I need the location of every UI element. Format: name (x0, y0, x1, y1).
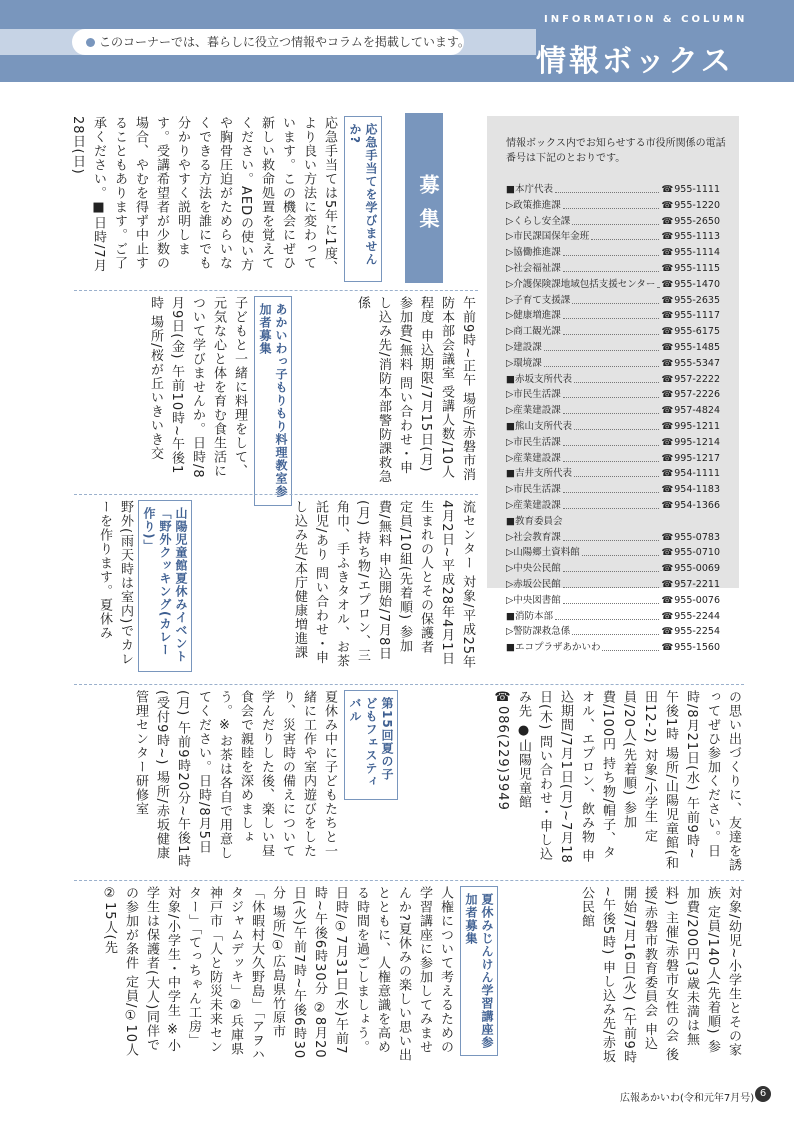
phone-entry-number: ☎ 955-1470 (661, 278, 720, 292)
phone-entry-name: ■熊山支所代表 (506, 421, 572, 432)
phone-entry (506, 467, 720, 481)
leader-dots (563, 499, 660, 509)
phone-entry (506, 341, 720, 355)
cooking-class-details: 流センター 対象/平成25年4月2日~平成28年4月1日生まれの人とその保護者 定員/10組(先着順) 参加費/無料 申込開始/7月8日(月) 持ち物/エプロン、三角巾、手ふきタオル、お茶 託児/あり 問い合わせ・申し込み先/本庁健康増進課 (292, 500, 475, 670)
festival-body: 夏休み中に子どもたちと一緒に工作や室内遊びをしたり、災害時の備えについて学んだりした後、楽しい昼食会で親睦を深めましょう。※お茶は各自で用意してください。日時/8月5日(月) 午前9時20分~午後1時(受付9時~) 場所/赤坂健康管理センター研修室 (133, 690, 337, 869)
phone-entry (506, 294, 720, 308)
first-aid-body: 応急手当ては5年に1度、より良い方法に変わっています。この機会にぜひ新しい救命処置を覚えてください。AEDの使い方や胸骨圧迫がためらいなくできる方法を誰にでも分かりやすく説明します。受講希望者が少数の場合、やむを得ず中止することもあります。ご了承ください。■日時/7月28日(日) (70, 116, 337, 275)
header-title: 情報ボックス (536, 44, 734, 79)
phone-entry-number: ☎ 955-2254 (661, 625, 720, 639)
phone-entry (506, 325, 720, 339)
leader-dots (582, 546, 660, 556)
phone-entry (506, 246, 720, 260)
leader-dots (591, 230, 659, 240)
first-aid-title: 応急手当てを学びませんか? (344, 116, 382, 282)
leader-dots (572, 215, 659, 225)
phone-entry-number: ☎ 955-1485 (661, 341, 720, 355)
leader-dots (563, 562, 660, 572)
phone-entry-number: ☎ 955-2650 (661, 215, 720, 229)
phone-entry-number: ☎ 955-6175 (661, 325, 720, 339)
leader-dots (563, 325, 660, 335)
phone-entry-number: ☎ 995-1211 (661, 420, 720, 434)
phone-entry-number: ☎ 957-4824 (661, 404, 720, 418)
outdoor-cooking-continued: の思い出づくりに、友達を誘ってぜひ参加ください。日時/8月21日(水) 午前9時~午後1時 場所/山陽児童館(和田12-2) 対象/小学生 定員/20人(先着順) 参加費/100円 持ち物/帽子、タオル、エプロン、飲み物 申込期間/7月1日(月)~7月18日(木) 問い合わせ・申し込み先 ●山陽児童館 ☎086(229)3949 (495, 690, 741, 872)
divider (74, 290, 478, 291)
phone-entry-name: ▷山陽郷土資料館 (506, 547, 580, 559)
phone-entry-name: ■エコプラザあかいわ (506, 642, 601, 654)
phone-entry (506, 183, 720, 197)
divider (74, 684, 744, 685)
phone-entry (506, 309, 720, 323)
phone-entry (506, 625, 720, 639)
phone-entry-name: ▷市民課国保年金班 (506, 231, 590, 243)
leader-dots (563, 436, 660, 446)
phone-entry-number: ☎ 957-2226 (661, 388, 720, 402)
phone-entry (506, 357, 720, 371)
phone-entry-name: ▷中央図書館 (506, 594, 561, 606)
phone-entry-number: ☎ 995-1217 (661, 452, 720, 466)
phone-entry (506, 436, 720, 450)
phone-entry-name: ▷産業建設課 (506, 500, 561, 511)
phone-entry-name: ■赤坂支所代表 (506, 373, 572, 385)
phone-entry-number: ☎ 955-5347 (661, 357, 720, 371)
human-rights-body: 人権について考えるための学習講座に参加してみませんか?夏休みの楽しい思い出とともに、人権意識を高める時間を過ごしましょう。日時/①7月31日(水)午前7時~午後6時30分 ②8月20日(火)午前7時~午後6時30分 場所/①広島県竹原市「休暇村大久野島」「アヲハタジャムデッキ」②兵庫県神戸市「人と防災未来センター」「てっちゃん工房」 対象/小学生・中学生 ※小学生は保護者(大人)同伴での参加が条件 定員/①10人 ②15人(先 (102, 886, 453, 1062)
phone-entry (506, 404, 720, 418)
header-intro: このコーナーでは、暮らしに役立つ情報やコラムを掲載しています。 (72, 29, 464, 55)
phone-entry (506, 515, 720, 529)
phone-entry-number: ☎ 955-0069 (661, 562, 720, 576)
phone-entry (506, 215, 720, 229)
leader-dots (574, 373, 659, 383)
leader-dots (563, 578, 660, 588)
phone-entry-number: ☎ 954-1111 (661, 467, 720, 481)
leader-dots (572, 625, 659, 635)
festival-continued: 対象/幼児~小学生とその家族 定員/140人(先着順) 参加費/200円(3歳未満は無料) 主催/赤磐市女性の会 後援/赤磐市教育委員会 申込開始/7月16日(火) (午前9時~午後5時) 申し込み先/赤坂公民館 (579, 886, 741, 1064)
phone-entry-name: ■消防本部 (506, 610, 553, 622)
phone-entry-name: ■教育委員会 (506, 515, 563, 527)
phone-entry-name: ▷社会教育課 (506, 531, 561, 543)
phone-entry (506, 452, 720, 466)
phone-entry (506, 610, 720, 624)
phone-entry-name: ▷市民生活課 (506, 484, 561, 496)
phone-entry (506, 373, 720, 387)
leader-dots (657, 278, 659, 288)
leader-dots (563, 594, 660, 604)
phone-entry-number: ☎ 957-2222 (661, 373, 720, 387)
phone-entry (506, 199, 720, 213)
phone-entry-number: ☎ 955-1113 (661, 230, 720, 244)
phone-entry-name: ▷協働推進課 (506, 247, 561, 259)
phone-entry-name: ▷市民生活課 (506, 389, 561, 401)
phone-entry-name: ▷市民生活課 (506, 436, 561, 448)
festival-title: 第15回夏の子どもフェスティバル (344, 690, 398, 800)
phone-entry-name: ▷介護保険課地域包括支援センター (506, 278, 656, 290)
phone-entry (506, 483, 720, 497)
leader-dots (574, 420, 659, 430)
phone-entry (506, 641, 720, 655)
phone-entry-name: ▷中央公民館 (506, 563, 561, 575)
phone-entry (506, 230, 720, 244)
phone-entry (506, 531, 720, 545)
phone-entry-number: ☎ 955-1115 (661, 262, 720, 276)
phone-entry-number: ☎ 957-2211 (661, 578, 720, 592)
phone-entry-name: ▷くらし安全課 (506, 215, 571, 227)
phone-entry-name: ▷商工観光課 (506, 326, 561, 338)
page-number: 6 (755, 1086, 771, 1102)
outdoor-cooking-title: 山陽児童館夏休みイベント「野外クッキング(カレー作り)」 (138, 500, 192, 672)
divider (74, 494, 478, 495)
human-rights-title: 夏休みじんけん学習講座参加者募集 (460, 886, 498, 1056)
phone-entry (506, 420, 720, 434)
phone-entry-number: ☎ 955-2244 (661, 610, 720, 624)
phone-entry-number: ☎ 955-0710 (661, 546, 720, 560)
phone-entry (506, 262, 720, 276)
divider (74, 880, 744, 881)
phone-entry (506, 278, 720, 292)
phone-entry-name: ▷子育て支援課 (506, 294, 571, 306)
header-subtitle: INFORMATION & COLUMN (544, 14, 748, 25)
leader-dots (574, 467, 659, 477)
leader-dots (563, 309, 660, 319)
phone-entry-name: ▷社会福祉課 (506, 263, 561, 274)
phone-entry-number: ☎ 955-1114 (661, 246, 720, 260)
cooking-class-body: 子どもと一緒に料理をして、元気な心と体を育む食生活について学びませんか。日時/8月9日(金) 午前10時~午後1時 場所/桜が丘いきいき交 (148, 296, 247, 479)
leader-dots (555, 610, 659, 620)
recruitment-banner: 募集 (405, 113, 443, 283)
leader-dots (555, 183, 659, 193)
phone-entry-number: ☎ 954-1183 (661, 483, 720, 497)
outdoor-cooking-body: 野外(雨天時は室内)でカレーを作ります。夏休み (97, 500, 133, 667)
phone-entry-number: ☎ 955-0076 (661, 594, 720, 608)
leader-dots (563, 388, 660, 398)
leader-dots (563, 483, 660, 493)
phone-entry (506, 546, 720, 560)
phone-entry-number: ☎ 955-1117 (661, 309, 720, 323)
phone-entry (506, 499, 720, 513)
phone-entry-name: ■吉井支所代表 (506, 468, 572, 480)
phone-entry-number: ☎ 955-2635 (661, 294, 720, 308)
phone-entry-name: ■本庁代表 (506, 184, 553, 195)
phone-entry-name: ▷建設課 (506, 342, 542, 353)
leader-dots (563, 262, 660, 272)
phone-entry-name: ▷警防課救急係 (506, 626, 571, 638)
first-aid-details: 午前9時~正午 場所/赤磐市消防本部会議室 受講人数/10人程度 申込期限/7月15日(月) 参加費/無料 問い合わせ・申し込み先/消防本部警防課救急係 (355, 296, 475, 484)
leader-dots (563, 531, 660, 541)
phone-entry (506, 388, 720, 402)
leader-dots (544, 357, 660, 367)
phone-entry (506, 562, 720, 576)
leader-dots (572, 294, 659, 304)
phone-entry-name: ▷赤坂公民館 (506, 579, 561, 590)
leader-dots (563, 199, 660, 209)
phone-entry-number: ☎ 955-1560 (661, 641, 720, 655)
phone-directory-intro: 情報ボックス内でお知らせする市役所関係の電話番号は下記のとおりです。 (506, 138, 726, 164)
phone-entry (506, 594, 720, 608)
cooking-class-title: あかいわっ子もりもり料理教室参加者募集 (254, 296, 292, 506)
phone-entry-name: ▷産業建設課 (506, 452, 561, 464)
leader-dots (563, 246, 660, 256)
phone-entry-name: ▷環境課 (506, 357, 542, 369)
phone-entry-number: ☎ 955-1220 (661, 199, 720, 213)
phone-entry-number: ☎ 954-1366 (661, 499, 720, 513)
phone-entry-number: ☎ 995-1214 (661, 436, 720, 450)
phone-entry-number: ☎ 955-0783 (661, 531, 720, 545)
phone-entry-name: ▷政策推進課 (506, 199, 561, 211)
publication-name: 広報あかいわ(令和元年7月号) (620, 1093, 755, 1104)
leader-dots (544, 341, 660, 351)
phone-entry-name: ▷健康増進課 (506, 310, 561, 322)
phone-entry (506, 578, 720, 592)
phone-entry-number: ☎ 955-1111 (661, 183, 720, 197)
phone-entry-name: ▷産業建設課 (506, 405, 561, 417)
leader-dots (602, 641, 659, 651)
leader-dots (563, 452, 660, 462)
leader-dots (563, 404, 660, 414)
